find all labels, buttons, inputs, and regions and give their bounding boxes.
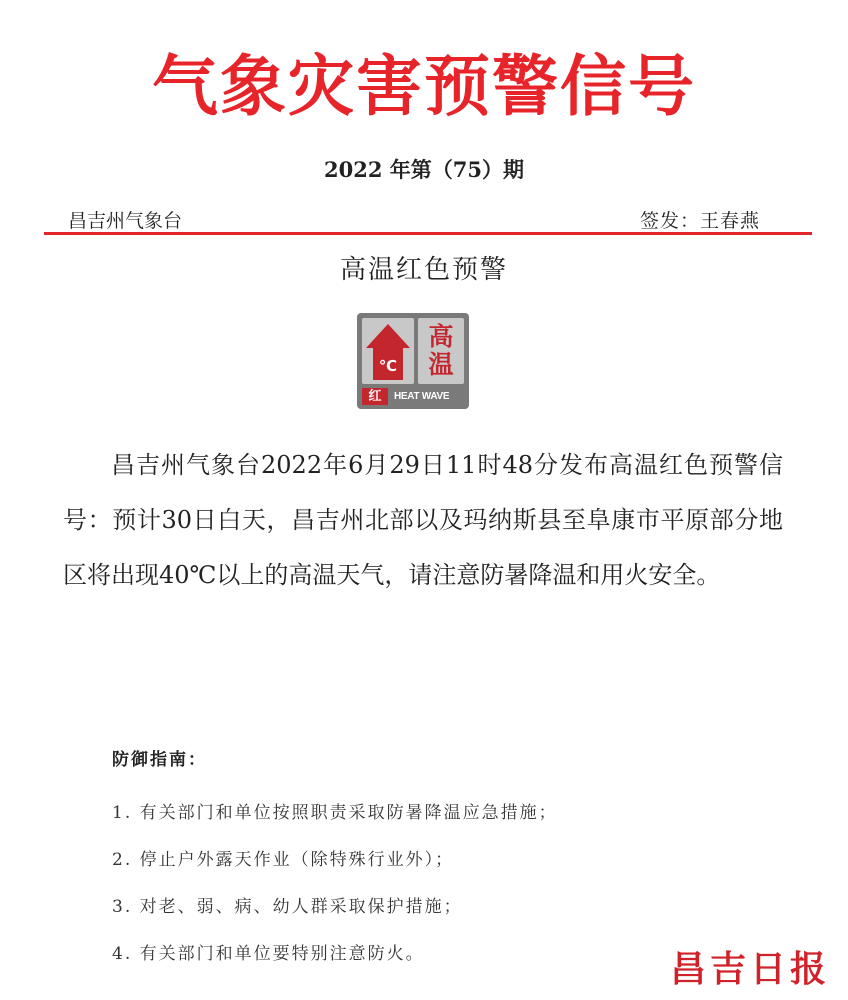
thermometer-house-icon (362, 318, 414, 384)
guide-item: 2. 停止户外露天作业（除特殊行业外）； (112, 850, 455, 870)
celsius-unit: ℃ (378, 357, 398, 375)
warning-title: 高温红色预警 (339, 255, 508, 285)
issuer: 昌吉州气象台 (68, 210, 183, 232)
issue-number: 2022 年第（75）期 (324, 157, 524, 182)
guide-item: 1. 有关部门和单位按照职责采取防暑降温应急措施； (112, 803, 558, 823)
badge-char-high: 高 (428, 322, 454, 351)
guide-item: 3. 对老、弱、病、幼人群采取保护措施； (112, 897, 463, 917)
warning-badge (357, 313, 469, 409)
header-divider (44, 232, 812, 235)
warning-body-paragraph: 昌吉州气象台2022年6月29日11时48分发布高温红色预警信号：预计30日白天，昌吉州北部以及玛纳斯县至阜康市平原部分地区将出现40℃以上的高温天气，请注意防暑降温和用火安全。 (63, 451, 783, 589)
guide-list (112, 790, 752, 978)
newspaper-logo: 昌吉日报 (669, 949, 830, 990)
badge-level: 红 (362, 388, 388, 405)
badge-english: HEAT WAVE (394, 391, 450, 402)
badge-char-temp: 温 (428, 350, 454, 379)
guide-title: 防御指南： (112, 750, 207, 770)
guide-item: 4. 有关部门和单位要特别注意防火。 (112, 944, 425, 964)
badge-footer (362, 388, 464, 405)
warning-body (63, 438, 783, 603)
masthead-title: 气象灾害预警信号 (152, 48, 696, 125)
badge-label (418, 318, 464, 384)
signer: 签发：王春燕 (639, 210, 760, 232)
